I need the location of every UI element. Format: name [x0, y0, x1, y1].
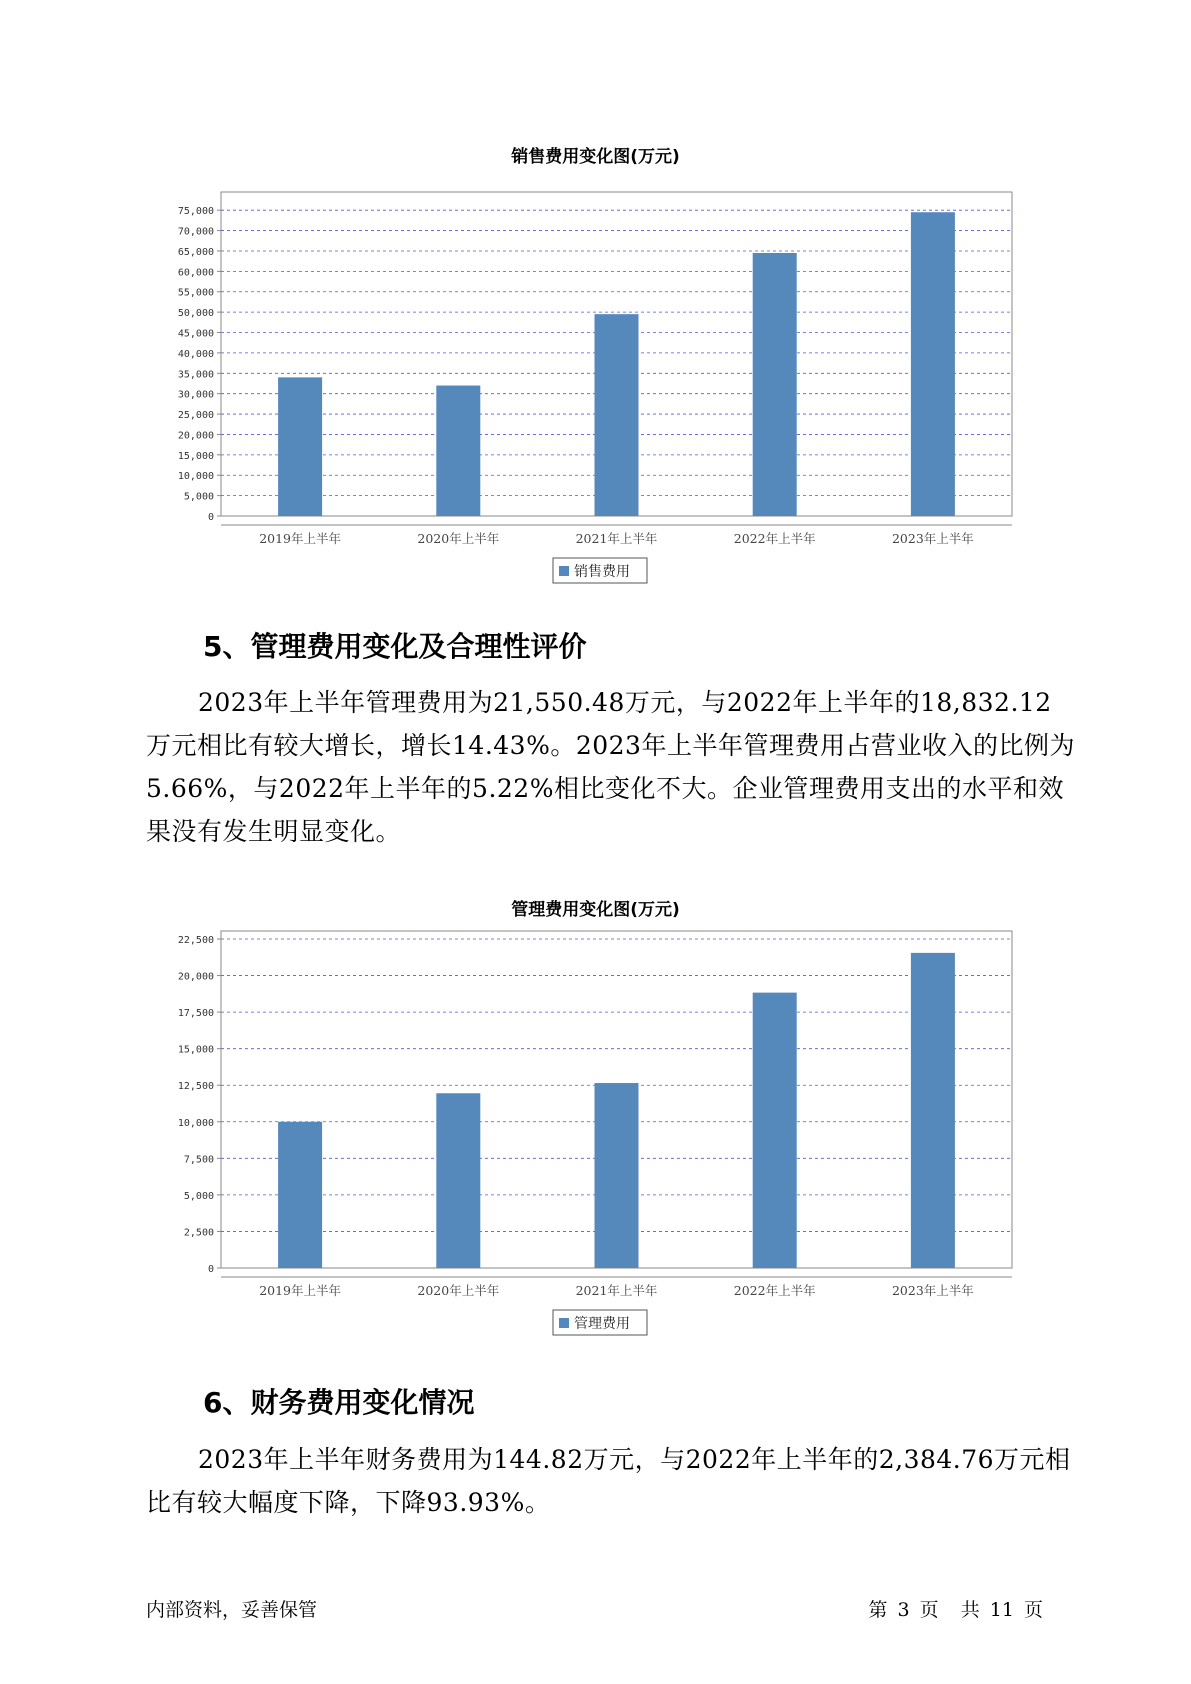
- confidentiality-note: 内部资料，妥善保管: [146, 1599, 318, 1621]
- bar: [911, 953, 955, 1268]
- section-paragraph: 2023年上半年管理费用为21,550.48万元，与2022年上半年的18,832.12万元相比有较大增长，增长14.43%。2023年上半年管理费用占营业收入的比例为5.66%，与2022年上半年的5.22%相比变化不大。企业管理费用支出的水平和效果没有发生明显变化。: [146, 688, 1075, 846]
- y-tick-label: 55,000: [177, 287, 214, 299]
- x-tick-label: 2023年上半年: [891, 1283, 974, 1298]
- chart-title: 管理费用变化图(万元): [511, 900, 680, 920]
- x-tick-label: 2022年上半年: [733, 531, 816, 546]
- page-indicator: [866, 1595, 1045, 1622]
- y-tick-label: 65,000: [177, 246, 214, 258]
- section-paragraph: 2023年上半年财务费用为144.82万元，与2022年上半年的2,384.76万元相比有较大幅度下降，下降93.93%。: [146, 1445, 1071, 1517]
- y-tick-label: 15,000: [177, 450, 214, 462]
- x-tick-label: 2019年上半年: [259, 531, 342, 546]
- total-prefix: 共: [960, 1599, 980, 1621]
- y-tick-label: 5,000: [183, 1190, 214, 1202]
- y-tick-label: 0: [207, 512, 214, 523]
- legend-label: 管理费用: [574, 1316, 630, 1332]
- x-tick-label: 2020年上半年: [417, 1283, 500, 1298]
- page-number: 3: [897, 1599, 910, 1621]
- x-tick-label: 2021年上半年: [575, 1283, 658, 1298]
- x-tick-label: 2021年上半年: [575, 531, 658, 546]
- bar: [911, 212, 955, 516]
- y-tick-label: 35,000: [177, 369, 214, 381]
- bar: [436, 1093, 480, 1268]
- section-heading: 6、财务费用变化情况: [203, 1386, 475, 1419]
- total-pages: 11: [989, 1599, 1014, 1621]
- y-tick-label: 50,000: [177, 308, 214, 320]
- y-tick-label: 20,000: [177, 971, 214, 983]
- y-tick-label: 12,500: [177, 1081, 214, 1093]
- x-tick-label: 2019年上半年: [259, 1283, 342, 1298]
- total-suffix: 页: [1023, 1599, 1043, 1621]
- bar: [278, 1122, 322, 1268]
- bar: [753, 993, 797, 1268]
- bar: [595, 314, 639, 516]
- page-prefix: 第: [868, 1599, 888, 1621]
- sales-expense-chart: [0, 165, 1191, 585]
- legend-label: 销售费用: [574, 564, 630, 580]
- y-tick-label: 10,000: [177, 1117, 214, 1129]
- y-tick-label: 45,000: [177, 328, 214, 340]
- y-tick-label: 60,000: [177, 267, 214, 279]
- y-tick-label: 2,500: [183, 1227, 214, 1239]
- y-tick-label: 17,500: [177, 1008, 214, 1020]
- y-tick-label: 30,000: [177, 389, 214, 401]
- y-tick-label: 22,500: [177, 935, 214, 946]
- y-tick-label: 20,000: [177, 430, 214, 442]
- bar: [436, 386, 480, 516]
- y-tick-label: 40,000: [177, 348, 214, 360]
- y-tick-label: 25,000: [177, 410, 214, 422]
- legend-swatch: [559, 1318, 569, 1328]
- section-heading: 5、管理费用变化及合理性评价: [203, 630, 587, 663]
- page-suffix: 页: [919, 1599, 939, 1621]
- y-tick-label: 10,000: [177, 471, 214, 483]
- x-tick-label: 2022年上半年: [733, 1283, 816, 1298]
- y-tick-label: 0: [207, 1264, 214, 1275]
- bar: [753, 253, 797, 516]
- chart-title: 销售费用变化图(万元): [511, 147, 680, 167]
- y-tick-label: 70,000: [177, 226, 214, 238]
- legend-swatch: [559, 566, 569, 576]
- y-tick-label: 7,500: [183, 1154, 214, 1166]
- y-tick-label: 5,000: [183, 491, 214, 503]
- y-tick-label: 15,000: [177, 1044, 214, 1056]
- bar: [278, 377, 322, 516]
- y-tick-label: 75,000: [177, 206, 214, 218]
- admin-expense-chart: [0, 915, 1191, 1340]
- x-tick-label: 2020年上半年: [417, 531, 500, 546]
- x-tick-label: 2023年上半年: [891, 531, 974, 546]
- bar: [595, 1083, 639, 1268]
